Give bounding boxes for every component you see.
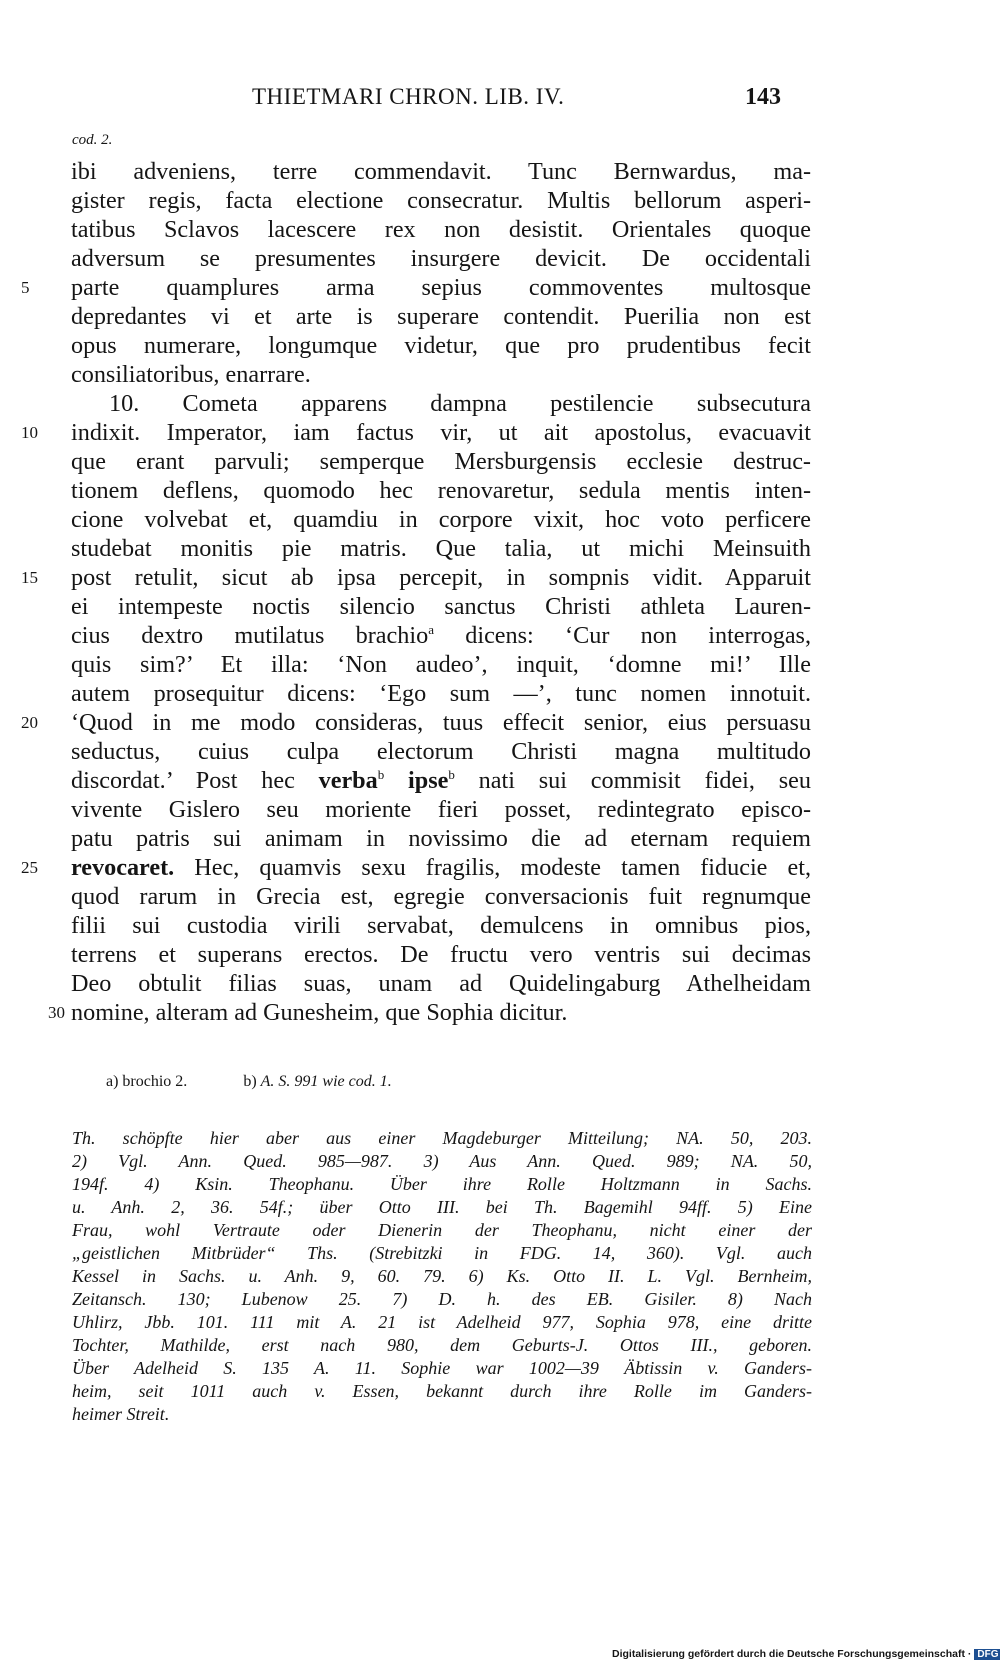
footnote-line: Zeitansch. 130; Lubenow 25. 7) D. h. des EB. Gisiler. 8) Nach — [72, 1289, 812, 1309]
line-number: 5 — [21, 278, 30, 297]
text-line: tionem deflens, quomodo hec renovaretur, sedula mentis inten- — [71, 477, 811, 504]
text-line: opus numerare, longumque videtur, que pro prudentibus fecit — [71, 332, 811, 359]
variant-marker: a — [428, 621, 434, 637]
footnote-line: Kessel in Sachs. u. Anh. 9, 60. 79. 6) Ks. Otto II. L. Vgl. Bernheim, — [72, 1266, 812, 1286]
digitization-credit — [612, 1648, 1000, 1665]
footnote-line: 194f. 4) Ksin. Theophanu. Über ihre Rolle Holtzmann in Sachs. — [72, 1174, 812, 1194]
footnote-line: u. Anh. 2, 36. 54f.; über Otto III. bei Th. Bagemihl 94ff. 5) Eine — [72, 1197, 812, 1217]
footnote-line: Frau, wohl Vertraute oder Dienerin der Theophanu, nicht einer der — [72, 1220, 812, 1240]
text-line: ibi adveniens, terre commendavit. Tunc Bernwardus, ma- — [71, 158, 811, 185]
credit-text: Digitalisierung gefördert durch die Deutsche Forschungsgemeinschaft · — [612, 1648, 972, 1660]
line-number: 15 — [21, 568, 38, 587]
text-line: terrens et superans erectos. De fructu vero ventris sui decimas — [71, 941, 811, 968]
text-line: tatibus Sclavos lacescere rex non desistit. Orientales quoque — [71, 216, 811, 243]
footnote-line: „geistlichen Mitbrüder“ Ths. (Strebitzki in FDG. 14, 360). Vgl. auch — [72, 1243, 812, 1263]
text-line: ei intempeste noctis silencio sanctus Christi athleta Lauren- — [71, 593, 811, 620]
line-number: 25 — [21, 858, 38, 877]
footnote-line: Th. schöpfte hier aber aus einer Magdeburger Mitteilung; NA. 50, 203. — [72, 1128, 812, 1148]
text-line: 5 parte quamplures arma sepius commoventes multosque — [21, 274, 811, 301]
text-line: filii sui custodia virili servabat, demulcens in omnibus pios, — [71, 912, 811, 939]
text-line: 20 ‘Quod in me modo consideras, tuus effecit senior, eius persuasu — [21, 709, 811, 736]
footnote-line: Über Adelheid S. 135 A. 11. Sophie war 1002—39 Äbtissin v. Ganders- — [72, 1358, 812, 1378]
text-line: 25 revocaret. Hec, quamvis sexu fragilis, modeste tamen fiducie et, — [21, 854, 811, 881]
text-line: 15 post retulit, sicut ab ipsa percepit, in sompnis vidit. Apparuit — [21, 564, 811, 591]
codex-note: cod. 2. — [72, 132, 113, 148]
line-number: 30 — [48, 1003, 65, 1022]
text-line: depredantes vi et arte is superare contendit. Puerilia non est — [71, 303, 811, 330]
page-number: 143 — [745, 84, 781, 110]
text-line: adversum se presumentes insurgere devicit. De occidentali — [71, 245, 811, 272]
text-line: patu patris sui animam in novissimo die ad eternam requiem — [71, 825, 811, 852]
dfg-logo: DFG — [974, 1649, 1000, 1660]
line-number: 10 — [21, 423, 38, 442]
text-line: quod rarum in Grecia est, egregie conversacionis fuit regnumque — [71, 883, 811, 910]
text-line: 10 indixit. Imperator, iam factus vir, ut ait apostolus, evacuavit — [21, 419, 811, 446]
page-header — [0, 84, 1000, 124]
text-line: Deo obtulit filias suas, unam ad Quidelingaburg Athelheidam — [71, 970, 811, 997]
variant-a: a) brochio 2. — [106, 1073, 188, 1090]
text-line: discordat.’ Post hec verba$^b$ ipse$^b$ nati sui commisit fidei, seu — [71, 766, 811, 794]
text-line: quis sim?’ Et illa: ‘Non audeo’, inquit, ‘domne mi!’ Ille — [71, 651, 811, 678]
line-number: 20 — [21, 713, 38, 732]
variant-marker: b — [377, 766, 385, 782]
footnote-line: 2) Vgl. Ann. Qued. 985—987. 3) Aus Ann. Qued. 989; NA. 50, — [72, 1151, 812, 1171]
text-line: autem prosequitur dicens: ‘Ego sum —’, tunc nomen innotuit. — [71, 680, 811, 707]
footnote-line: heim, seit 1011 auch v. Essen, bekannt durch ihre Rolle im Ganders- — [72, 1381, 812, 1401]
text-line: que erant parvuli; semperque Mersburgensis ecclesie destruc- — [71, 448, 811, 475]
bold-word: verba — [318, 767, 378, 794]
bold-word: revocaret. — [71, 854, 175, 881]
footnote-line: Uhlirz, Jbb. 101. 111 mit A. 21 ist Adelheid 977, Sophia 978, eine dritte — [72, 1312, 812, 1332]
footnote-line: heimer Streit. — [72, 1404, 170, 1424]
text-line: gister regis, facta electione consecratur. Multis bellorum asperi- — [71, 187, 811, 214]
variant-apparatus — [106, 1073, 392, 1091]
text-line: cius dextro mutilatus brachio$^a$ dicens: ‘Cur non interrogas, — [71, 621, 812, 649]
text-line: vivente Gislero seu moriente fieri posset, redintegrato episco- — [71, 796, 811, 823]
text-line: seductus, cuius culpa electorum Christi magna multitudo — [71, 738, 811, 765]
text-line: studebat monitis pie matris. Que talia, ut michi Meinsuith — [71, 535, 811, 562]
variant-b: b) A. S. 991 wie cod. 1. — [243, 1073, 392, 1090]
variant-marker: b — [448, 766, 455, 782]
bold-word: ipse — [384, 767, 449, 794]
text-line: 30 nomine, alteram ad Gunesheim, que Sophia dicitur. — [71, 998, 811, 1027]
chapter-start-line: 10. Cometa apparens dampna pestilencie subsecutura — [109, 390, 811, 417]
text-line: consiliatoribus, enarrare. — [71, 361, 311, 388]
running-title: THIETMARI CHRON. LIB. IV. — [252, 84, 565, 109]
main-text — [21, 157, 812, 1027]
footnote-line: Tochter, Mathilde, erst nach 980, dem Geburts-J. Ottos III., geboren. — [72, 1335, 812, 1355]
text-line: cione volvebat et, quamdiu in corpore vixit, hoc voto perficere — [71, 506, 811, 533]
footnotes — [72, 1127, 812, 1426]
